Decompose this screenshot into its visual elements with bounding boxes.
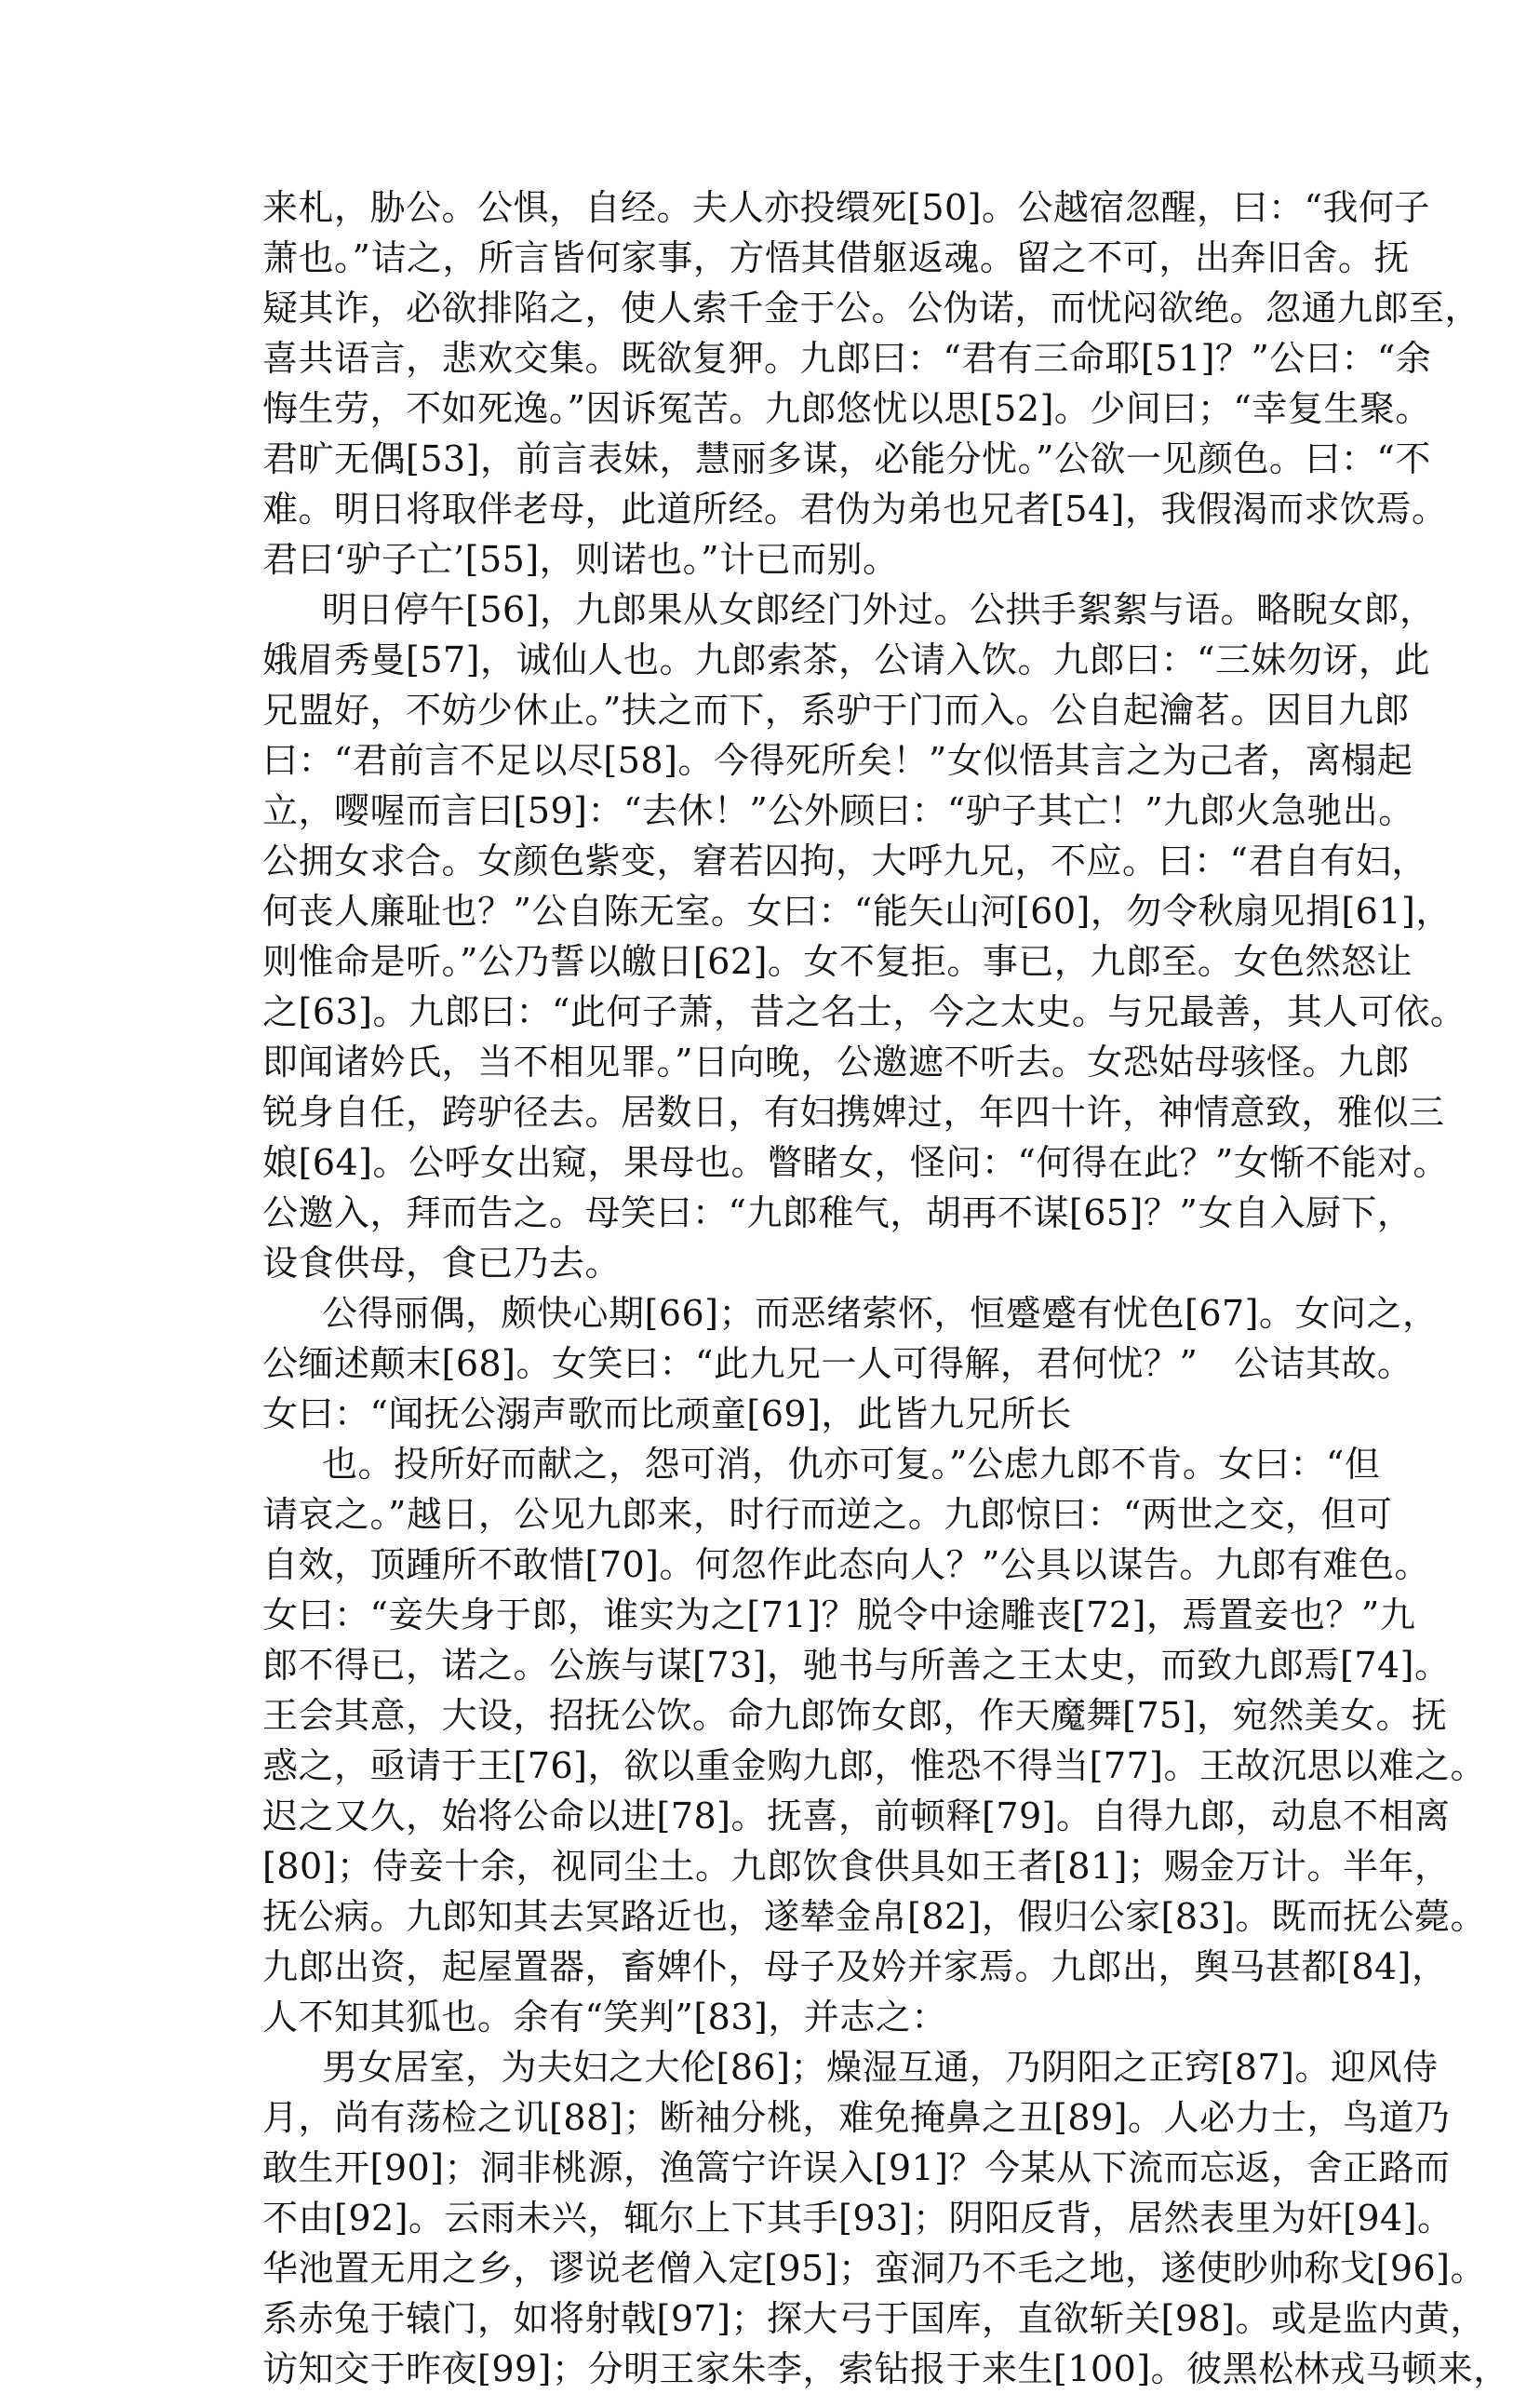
text-line: 九郎出资，起屋置器，畜婢仆，母子及妗并家焉。九郎出，舆马甚都[84]， bbox=[262, 1946, 1448, 1987]
text-line: 访知交于昨夜[99]；分明王家朱李，索钻报于来生[100]。彼黑松林戎马顿来， bbox=[262, 2348, 1509, 2389]
text-line: 敢生开[90]；洞非桃源，渔篙宁许误入[91]？今某从下流而忘返，舍正路而 bbox=[262, 2147, 1451, 2188]
text-line: 也。投所好而献之，怨可消，仇亦可复。”公虑九郎不肯。女曰：“但 bbox=[322, 1444, 1381, 1485]
text-line: 何丧人廉耻也？”公自陈无室。女曰：“能矢山河[60]，勿令秋扇见捐[61]， bbox=[262, 891, 1452, 932]
text-line: 君曰‘驴子亡’[55]，则诺也。”计已而别。 bbox=[262, 539, 899, 580]
text-line: 不由[92]。云雨未兴，辄尔上下其手[93]；阴阳反背，居然表里为奸[94]。 bbox=[262, 2198, 1453, 2239]
body-text bbox=[262, 182, 1509, 2394]
text-line: 公拥女求合。女颜色紫变，窘若囚拘，大呼九兄，不应。曰：“君自有妇， bbox=[262, 841, 1427, 881]
text-line: 来札，胁公。公惧，自经。夫人亦投缳死[50]。公越宿忽醒，曰：“我何子 bbox=[262, 187, 1430, 228]
text-line: 喜共语言，悲欢交集。既欲复狎。九郎曰：“君有三命耶[51]？”公曰：“余 bbox=[262, 338, 1432, 379]
text-line: 惑之，亟请于王[76]，欲以重金购九郎，惟恐不得当[77]。王故沉思以难之。 bbox=[262, 1745, 1487, 1786]
text-line: 君旷无偶[53]，前言表妹，慧丽多谋，必能分忧。”公欲一见颜色。曰：“不 bbox=[262, 438, 1431, 479]
text-line: 疑其诈，必欲排陷之，使人索千金于公。公伪诺，而忧闷欲绝。忽通九郎至， bbox=[262, 288, 1481, 329]
text-line: 公邀入，拜而告之。母笑曰：“九郎稚气，胡再不谋[65]？”女自入厨下， bbox=[262, 1192, 1413, 1233]
text-line: 曰：“君前言不足以尽[58]。今得死所矣！”女似悟其言之为己者，离榻起 bbox=[262, 740, 1413, 781]
text-line: 难。明日将取伴老母，此道所经。君伪为弟也兄者[54]，我假渴而求饮焉。 bbox=[262, 489, 1448, 530]
text-line: 公得丽偶，颇快心期[66]；而恶绪萦怀，恒蹙蹙有忧色[67]。女问之， bbox=[322, 1293, 1439, 1334]
text-line: 迟之又久，始将公命以进[78]。抚喜，前顿释[79]。自得九郎，动息不相离 bbox=[262, 1796, 1451, 1836]
text-line: 锐身自任，跨驴径去。居数日，有妇携婢过，年四十许，神情意致，雅似三 bbox=[262, 1092, 1445, 1133]
text-line: 之[63]。九郎曰：“此何子萧，昔之名士，今之太史。与兄最善，其人可依。 bbox=[262, 991, 1466, 1032]
text-line: 娘[64]。公呼女出窥，果母也。瞥睹女，怪问：“何得在此？”女惭不能对。 bbox=[262, 1142, 1449, 1183]
text-line: 男女居室，为夫妇之大伦[86]；燥湿互通，乃阴阳之正窍[87]。迎风侍 bbox=[322, 2047, 1439, 2088]
text-line: 请哀之。”越日，公见九郎来，时行而逆之。九郎惊曰：“两世之交，但可 bbox=[262, 1494, 1393, 1535]
text-line: 娥眉秀曼[57]，诚仙人也。九郎索茶，公请入饮。九郎曰：“三妹勿讶，此 bbox=[262, 639, 1430, 680]
text-line: 兄盟好，不妨少休止。”扶之而下，系驴于门而入。公自起瀹茗。因目九郎 bbox=[262, 690, 1410, 731]
text-line: 系赤兔于辕门，如将射戟[97]；探大弓于国库，直欲斩关[98]。或是监内黄， bbox=[262, 2298, 1487, 2339]
text-line: 月，尚有荡检之讥[88]；断袖分桃，难免掩鼻之丑[89]。人必力士，鸟道乃 bbox=[262, 2097, 1451, 2138]
text-line: 自效，顶踵所不敢惜[70]。何忽作此态向人？”公具以谋告。九郎有难色。 bbox=[262, 1544, 1430, 1585]
text-line: 立，嘤喔而言曰[59]：“去休！”公外顾曰：“驴子其亡！”九郎火急驰出。 bbox=[262, 790, 1414, 831]
text-line: 明日停午[56]，九郎果从女郎经门外过。公拱手絮絮与语。略睨女郎， bbox=[322, 589, 1436, 630]
text-line: 郎不得已，诺之。公族与谋[73]，驰书与所善之王太史，而致九郎焉[74]。 bbox=[262, 1645, 1451, 1686]
text-line: 悔生劳，不如死逸。”因诉冤苦。九郎悠忧以思[52]。少间曰；“幸复生聚。 bbox=[262, 388, 1431, 429]
text-line: 女曰：“闻抚公溺声歌而比顽童[69]，此皆九兄所长 bbox=[262, 1393, 1072, 1434]
text-line: 抚公病。九郎知其去冥路近也，遂辇金帛[82]，假归公家[83]。既而抚公薨。 bbox=[262, 1896, 1487, 1937]
text-line: 即闻诸妗氏，当不相见罪。”日向晚，公邀遮不听去。女恐姑母骇怪。九郎 bbox=[262, 1042, 1410, 1083]
text-line: [80]；侍妾十余，视同尘土。九郎饮食供具如王者[81]；赐金万计。半年， bbox=[262, 1846, 1451, 1887]
text-line: 女曰：“妾失身于郎，谁实为之[71]？脱令中途雕丧[72]，焉置妾也？”九 bbox=[262, 1594, 1416, 1635]
text-line: 王会其意，大设，招抚公饮。命九郎饰女郎，作天魔舞[75]，宛然美女。抚 bbox=[262, 1695, 1448, 1736]
text-line: 华池置无用之乡，谬说老僧入定[95]；蛮洞乃不毛之地，遂使眇帅称戈[96]。 bbox=[262, 2248, 1487, 2289]
text-line: 人不知其狐也。余有“笑判”[83]，并志之： bbox=[262, 1997, 947, 2038]
text-line: 萧也。”诘之，所言皆何家事，方悟其借躯返魂。留之不可，出奔旧舍。抚 bbox=[262, 237, 1410, 278]
text-line: 公缅述颠末[68]。女笑曰：“此九兄一人可得解，君何忧？” 公诘其故。 bbox=[262, 1343, 1413, 1384]
text-line: 设食供母，食已乃去。 bbox=[262, 1243, 622, 1284]
text-line: 则惟命是听。”公乃誓以皦日[62]。女不复拒。事已，九郎至。女色然怒让 bbox=[262, 941, 1413, 982]
